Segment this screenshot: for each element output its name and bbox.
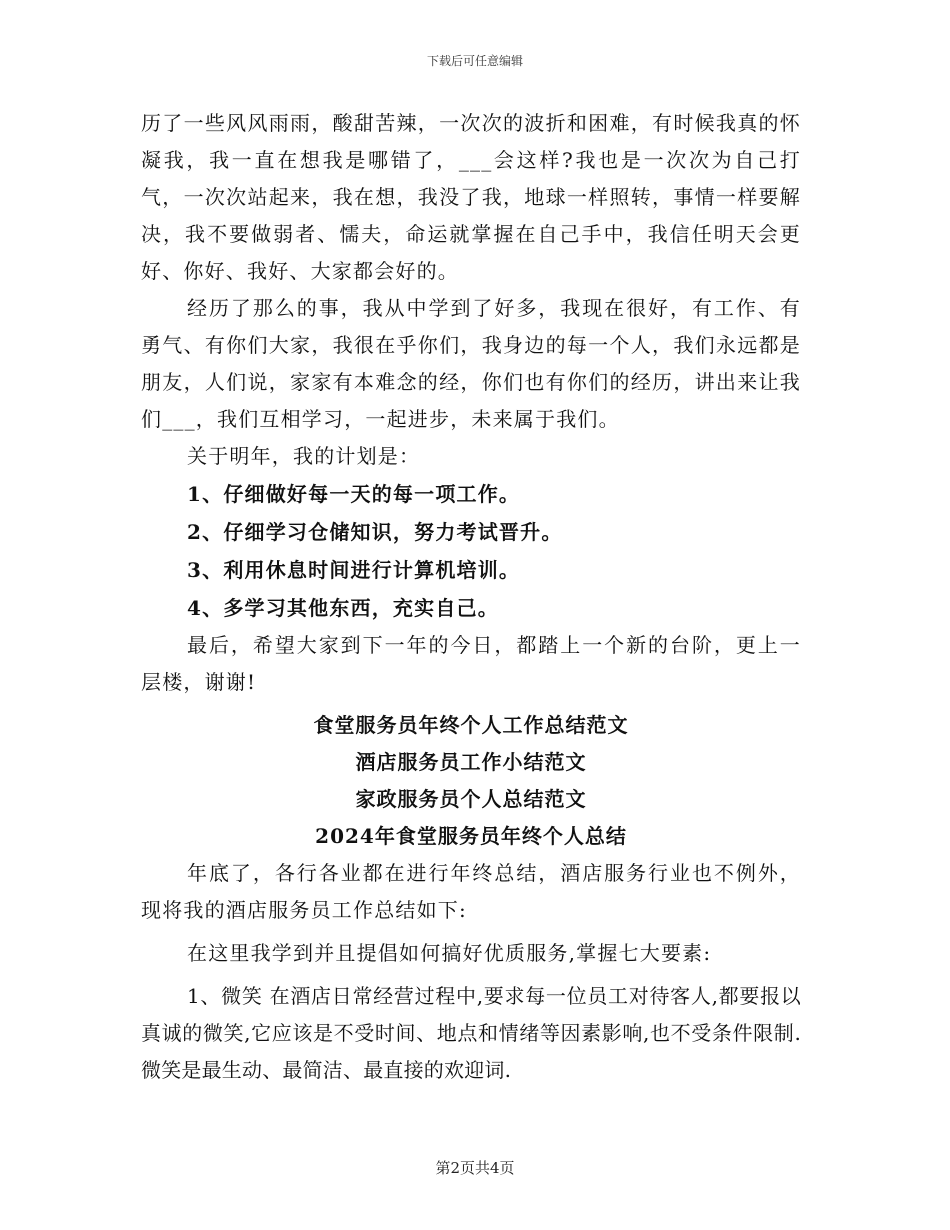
paragraph-plan-intro: 关于明年，我的计划是： [187,444,421,468]
page-footer: 第2页共4页 [435,1159,515,1177]
paragraph-summary-intro: 年底了，各行各业都在进行年终总结，酒店服务行业也不例外，现将我的酒店服务员工作总结如下: [141,861,801,922]
plan-item: 3、利用休息时间进行计算机培训。 [187,558,521,582]
section-heading: 2024年食堂服务员年终个人总结 [315,824,627,848]
document-body [141,105,801,1089]
paragraph-smile: 1、微笑 在酒店日常经营过程中,要求每一位员工对待客人,都要报以真诚的微笑,它应该是不受时间、地点和情绪等因素影响,也不受条件限制.微笑是最生动、最简洁、最直接的欢迎词. [141,984,801,1082]
page-header: 下载后可任意编辑 [426,54,523,68]
section-heading: 酒店服务员工作小结范文 [355,750,587,774]
plan-item: 1、仔细做好每一天的每一项工作。 [187,482,521,506]
paragraph-closing: 最后，希望大家到下一年的今日，都踏上一个新的台阶，更上一层楼，谢谢! [141,633,801,694]
plan-item: 2、仔细学习仓储知识，努力考试晋升。 [187,520,563,544]
paragraph-experience: 经历了那么的事，我从中学到了好多，我现在很好，有工作、有勇气、有你们大家，我很在乎你们，我身边的每一个人，我们永远都是朋友，人们说，家家有本难念的经，你们也有你们的经历，讲出来让我们___，我们互相学习，一起进步，未来属于我们。 [141,296,801,431]
plan-item: 4、多学习其他东西，充实自己。 [187,596,499,620]
section-heading: 家政服务员个人总结范文 [355,787,587,811]
paragraph-continued: 历了一些风风雨雨，酸甜苦辣，一次次的波折和困难，有时候我真的怀凝我，我一直在想我是哪错了，___会这样?我也是一次次为自己打气，一次次站起来，我在想，我没了我，地球一样照转，事情一样要解决，我不要做弱者、懦夫，命运就掌握在自己手中，我信任明天会更好、你好、我好、大家都会好的。 [141,111,801,283]
section-heading: 食堂服务员年终个人工作总结范文 [313,713,629,737]
paragraph-service-elements: 在这里我学到并且提倡如何搞好优质服务,掌握七大要素: [187,941,712,965]
